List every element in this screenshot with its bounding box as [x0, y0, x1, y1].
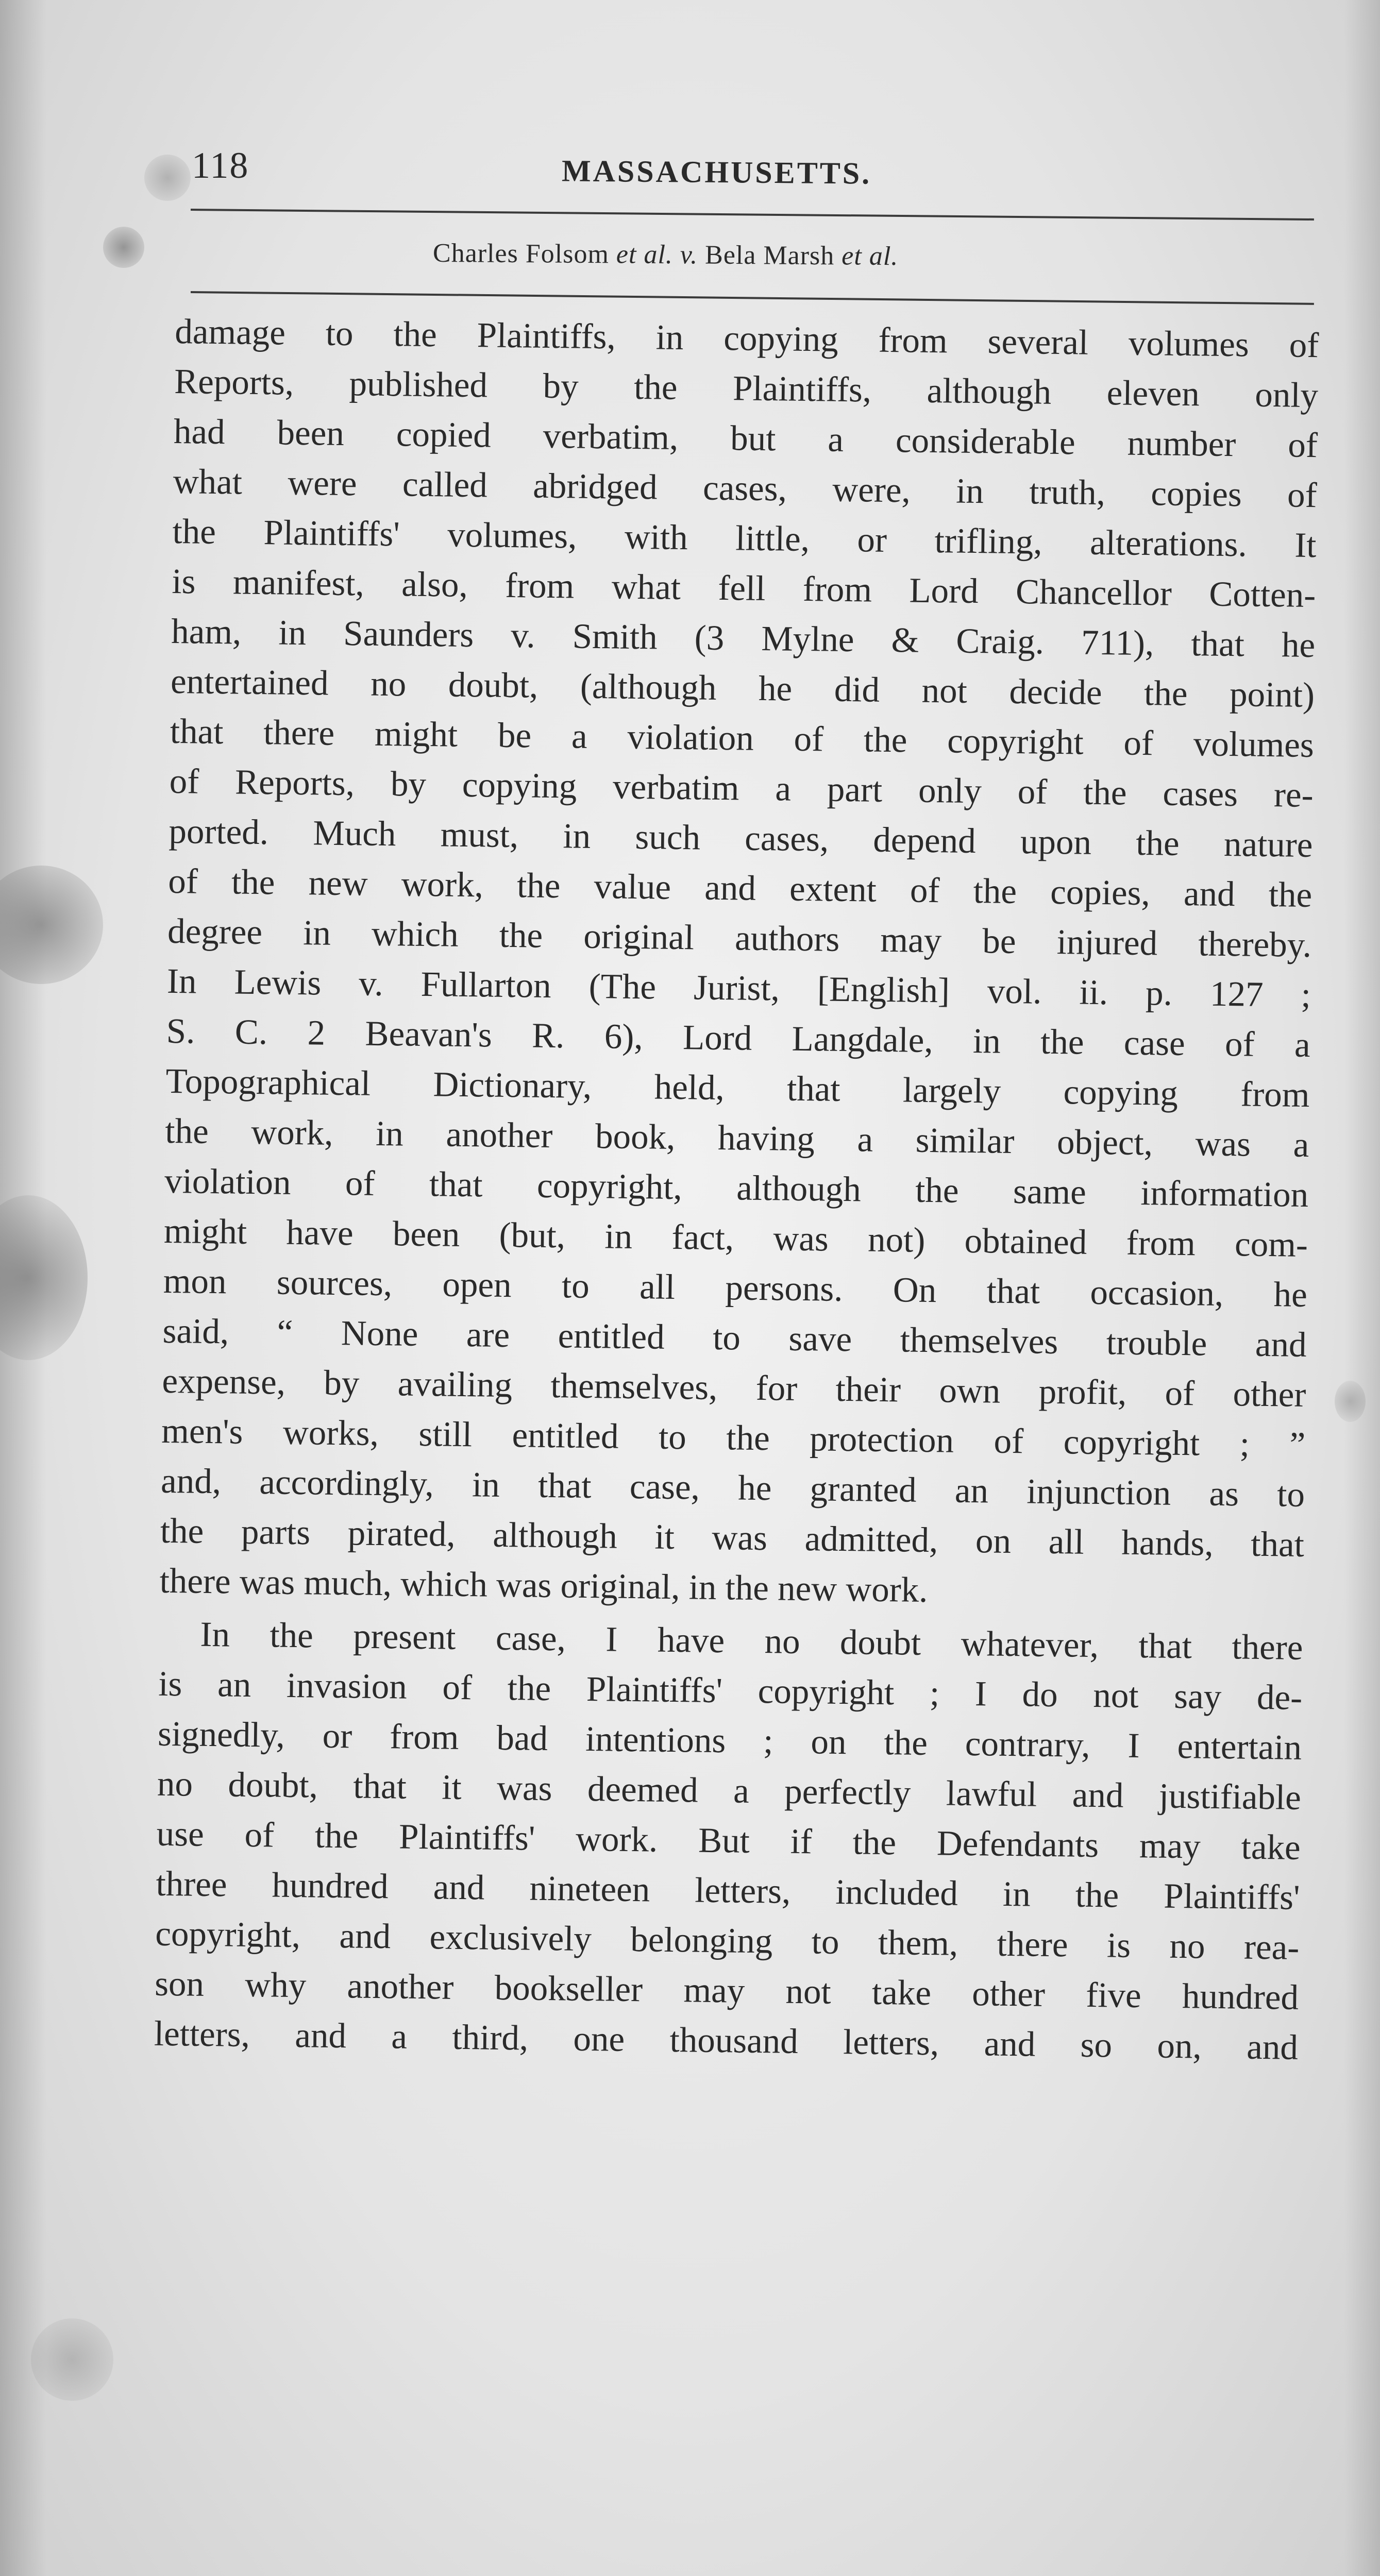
- text-line: Topographical Dictionary, held, that largely copying from: [165, 1061, 1310, 1115]
- text-line: the work, in another book, having a similar object, was a: [164, 1111, 1309, 1164]
- text-line: damage to the Plaintiffs, in copying from several volumes of: [174, 311, 1319, 365]
- ink-stain: [144, 155, 191, 201]
- page-number: 118: [192, 145, 249, 186]
- page-edge-shadow: [1344, 0, 1380, 2576]
- text-line: In the present case, I have no doubt whatever, that there: [200, 1614, 1303, 1667]
- header-rule: [191, 209, 1314, 221]
- versus: v.: [672, 240, 705, 270]
- text-line: and, accordingly, in that case, he granted an injunction as to: [160, 1461, 1305, 1514]
- ink-stain: [1335, 1381, 1366, 1422]
- text-line: said, “ None are entitled to save themselves trouble and: [162, 1311, 1307, 1364]
- text-line: use of the Plaintiffs' work. But if the Defendants may take: [156, 1814, 1301, 1867]
- text-line: S. C. 2 Beavan's R. 6), Lord Langdale, in the case of a: [166, 1011, 1311, 1065]
- text-line: son why another bookseller may not take other five hundred: [154, 1963, 1299, 2017]
- text-line: Reports, published by the Plaintiffs, although eleven only: [174, 361, 1319, 415]
- text-line: ported. Much must, in such cases, depend upon the nature: [169, 811, 1313, 865]
- case-caption: [433, 238, 899, 272]
- text-line: had been copied verbatim, but a considerable number of: [173, 411, 1318, 465]
- text-line: the Plaintiffs' volumes, with little, or trifling, alterations. It: [172, 511, 1317, 565]
- caption-rule: [191, 291, 1314, 305]
- text-line: ham, in Saunders v. Smith (3 Mylne & Craig. 711), that he: [171, 611, 1316, 665]
- et-al: et al.: [616, 240, 674, 270]
- text-line: that there might be a violation of the copyright of volumes: [170, 711, 1315, 765]
- et-al: et al.: [842, 241, 899, 272]
- text-line: copyright, and exclusively belonging to them, there is no rea-: [155, 1913, 1300, 1967]
- ink-stain: [0, 866, 103, 984]
- text-line: In Lewis v. Fullarton (The Jurist, [English] vol. ii. p. 127 ;: [166, 961, 1311, 1015]
- text-line: three hundred and nineteen letters, included in the Plaintiffs': [156, 1863, 1300, 1917]
- running-head: MASSACHUSETTS.: [561, 154, 872, 191]
- text-line: the parts pirated, although it was admitted, on all hands, that: [160, 1511, 1305, 1564]
- text-line: violation of that copyright, although the same information: [164, 1161, 1309, 1214]
- text-line: might have been (but, in fact, was not) obtained from com-: [163, 1211, 1308, 1264]
- text-line: there was much, which was original, in the new work.: [159, 1561, 928, 1610]
- text-line: mon sources, open to all persons. On that occasion, he: [163, 1261, 1308, 1314]
- plaintiff-name: Charles Folsom: [432, 238, 617, 269]
- text-line: men's works, still entitled to the protection of copyright ; ”: [161, 1411, 1306, 1464]
- text-line: of the new work, the value and extent of the copies, and the: [167, 861, 1312, 915]
- text-line: is an invasion of the Plaintiffs' copyright ; I do not say de-: [158, 1664, 1303, 1717]
- text-line: no doubt, that it was deemed a perfectly lawful and justifiable: [157, 1764, 1302, 1817]
- text-line: is manifest, also, from what fell from Lord Chancellor Cotten-: [172, 561, 1316, 615]
- ink-stain: [0, 1195, 88, 1360]
- text-line: expense, by availing themselves, for their own profit, of other: [162, 1361, 1306, 1414]
- text-line: signedly, or from bad intentions ; on the contrary, I entertain: [157, 1714, 1302, 1767]
- text-line: letters, and a third, one thousand letters, and so on, and: [154, 2013, 1299, 2067]
- defendant-name: Bela Marsh: [704, 240, 842, 271]
- text-line: of Reports, by copying verbatim a part only of the cases re-: [169, 761, 1314, 815]
- ink-stain: [103, 227, 144, 268]
- body-text: [154, 307, 1319, 2073]
- ink-stain: [31, 2318, 113, 2401]
- text-line: entertained no doubt, (although he did not decide the point): [170, 661, 1315, 715]
- text-line: degree in which the original authors may be injured thereby.: [167, 911, 1312, 965]
- text-line: what were called abridged cases, were, in truth, copies of: [173, 461, 1318, 515]
